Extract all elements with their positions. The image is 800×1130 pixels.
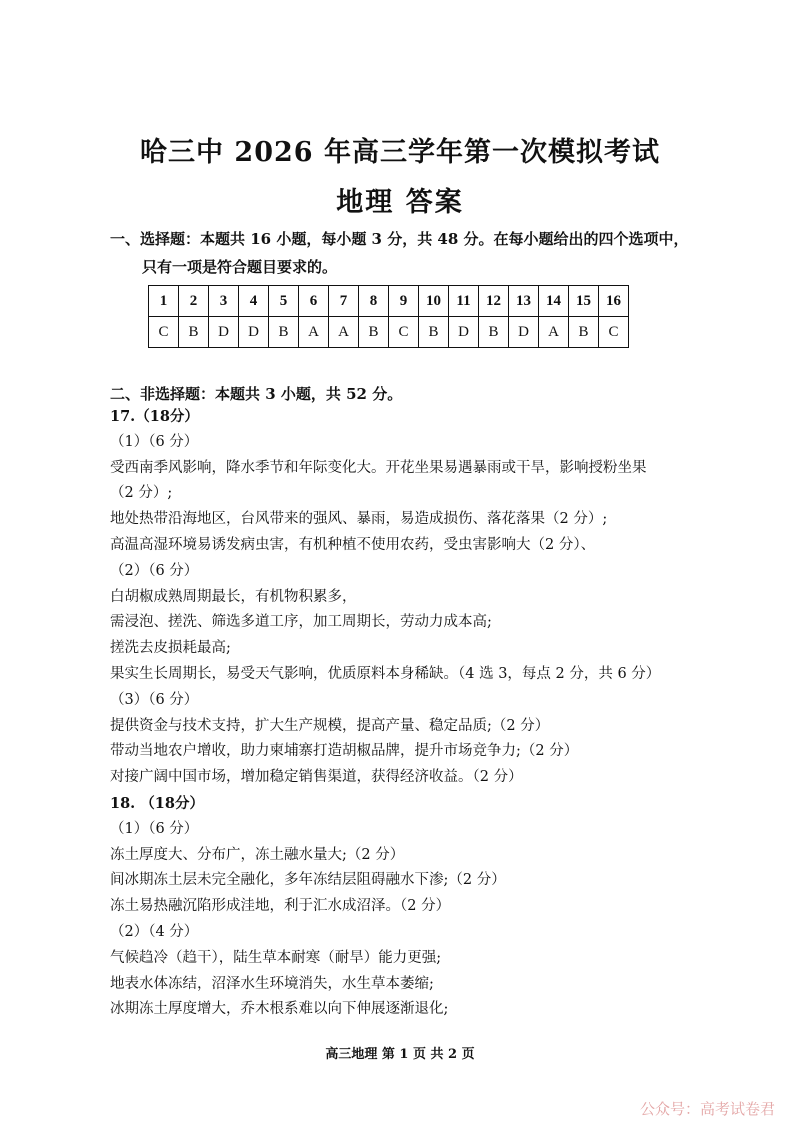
answer-line: （2）（6 分） bbox=[110, 562, 199, 579]
answer-line: 搓洗去皮损耗最高; bbox=[110, 640, 231, 657]
answer-line: 地处热带沿海地区，台风带来的强风、暴雨，易造成损伤、落花落果（2 分）; bbox=[110, 511, 608, 528]
page-footer: 高三地理 第 1 页 共 2 页 bbox=[325, 1047, 475, 1062]
answer-cell: B bbox=[359, 317, 389, 348]
question-number-cell: 11 bbox=[449, 286, 479, 317]
question-number-cell: 2 bbox=[179, 286, 209, 317]
question-number-cell: 10 bbox=[419, 286, 449, 317]
answer-cell: B bbox=[269, 317, 299, 348]
answer-line: 冰期冻土厚度增大，乔木根系难以向下伸展逐渐退化; bbox=[110, 1001, 449, 1018]
answer-line: （2 分）; bbox=[110, 485, 173, 502]
answer-line: 地表水体冻结，沼泽水生环境消失，水生草本萎缩; bbox=[110, 975, 434, 992]
question-number-cell: 16 bbox=[599, 286, 629, 317]
answer-cell: C bbox=[389, 317, 419, 348]
answer-cell: B bbox=[479, 317, 509, 348]
answer-table-answer-row bbox=[149, 317, 629, 348]
page-title: 哈三中 2026 年高三学年第一次模拟考试 bbox=[140, 137, 660, 168]
answer-cell: D bbox=[449, 317, 479, 348]
answer-line: 受西南季风影响，降水季节和年际变化大。开花坐果易遇暴雨或干旱，影响授粉坐果 bbox=[110, 459, 647, 476]
answer-cell: A bbox=[329, 317, 359, 348]
section-one-line1: 一、选择题：本题共 16 小题，每小题 3 分，共 48 分。在每小题给出的四个选项中， bbox=[110, 230, 689, 248]
question-number-cell: 8 bbox=[359, 286, 389, 317]
answer-line: 对接广阔中国市场，增加稳定销售渠道，获得经济收益。（2 分） bbox=[110, 769, 523, 786]
question-number-cell: 4 bbox=[239, 286, 269, 317]
answer-line: 带动当地农户增收，助力柬埔寨打造胡椒品牌，提升市场竞争力;（2 分） bbox=[110, 743, 579, 760]
answer-body bbox=[110, 404, 710, 1023]
question-number-cell: 15 bbox=[569, 286, 599, 317]
question-number-cell: 6 bbox=[299, 286, 329, 317]
answer-cell: A bbox=[299, 317, 329, 348]
answer-cell: D bbox=[239, 317, 269, 348]
answer-line: （2）（4 分） bbox=[110, 923, 199, 940]
answer-line: 间冰期冻土层未完全融化，多年冻结层阻碍融水下渗;（2 分） bbox=[110, 872, 506, 889]
answer-cell: B bbox=[419, 317, 449, 348]
question-number-cell: 3 bbox=[209, 286, 239, 317]
section-one-heading bbox=[110, 225, 700, 281]
answer-line: （1）（6 分） bbox=[110, 433, 199, 450]
answer-line: 高温高湿环境易诱发病虫害，有机种植不使用农药，受虫害影响大（2 分）、 bbox=[110, 536, 596, 553]
question-number-cell: 14 bbox=[539, 286, 569, 317]
watermark: 公众号：高考试卷君 bbox=[639, 1100, 775, 1118]
answer-cell: D bbox=[209, 317, 239, 348]
answer-line: 气候趋冷（趋干），陆生草本耐寒（耐旱）能力更强; bbox=[110, 949, 442, 966]
page-subtitle: 地理 答案 bbox=[336, 187, 464, 218]
answer-line: 提供资金与技术支持，扩大生产规模，提高产量、稳定品质;（2 分） bbox=[110, 717, 550, 734]
answer-table bbox=[148, 285, 629, 348]
answer-cell: C bbox=[149, 317, 179, 348]
question-heading: 18. （18分） bbox=[110, 794, 204, 812]
answer-line: （3）（6 分） bbox=[110, 691, 199, 708]
answer-line: 冻土易热融沉陷形成洼地，利于汇水成沼泽。（2 分） bbox=[110, 898, 451, 915]
question-number-cell: 13 bbox=[509, 286, 539, 317]
section-one-line2: 只有一项是符合题目要求的。 bbox=[142, 258, 338, 276]
answer-line: 需浸泡、搓洗、筛选多道工序，加工周期长，劳动力成本高; bbox=[110, 614, 492, 631]
answer-cell: D bbox=[509, 317, 539, 348]
answer-line: 白胡椒成熟周期最长，有机物积累多， bbox=[110, 588, 357, 605]
answer-cell: B bbox=[569, 317, 599, 348]
question-number-cell: 7 bbox=[329, 286, 359, 317]
question-heading: 17.（18分） bbox=[110, 408, 199, 425]
answer-cell: B bbox=[179, 317, 209, 348]
question-number-cell: 9 bbox=[389, 286, 419, 317]
answer-table-number-row bbox=[149, 286, 629, 317]
answer-cell: A bbox=[539, 317, 569, 348]
question-number-cell: 5 bbox=[269, 286, 299, 317]
answer-line: （1）（6 分） bbox=[110, 820, 199, 837]
answer-line: 果实生长周期长，易受天气影响，优质原料本身稀缺。（4 选 3，每点 2 分，共 6 分） bbox=[110, 665, 661, 682]
answer-line: 冻土厚度大、分布广，冻土融水量大;（2 分） bbox=[110, 846, 405, 863]
question-number-cell: 12 bbox=[479, 286, 509, 317]
question-number-cell: 1 bbox=[149, 286, 179, 317]
answer-cell: C bbox=[599, 317, 629, 348]
section-two-heading: 二、非选择题：本题共 3 小题，共 52 分。 bbox=[110, 385, 403, 403]
